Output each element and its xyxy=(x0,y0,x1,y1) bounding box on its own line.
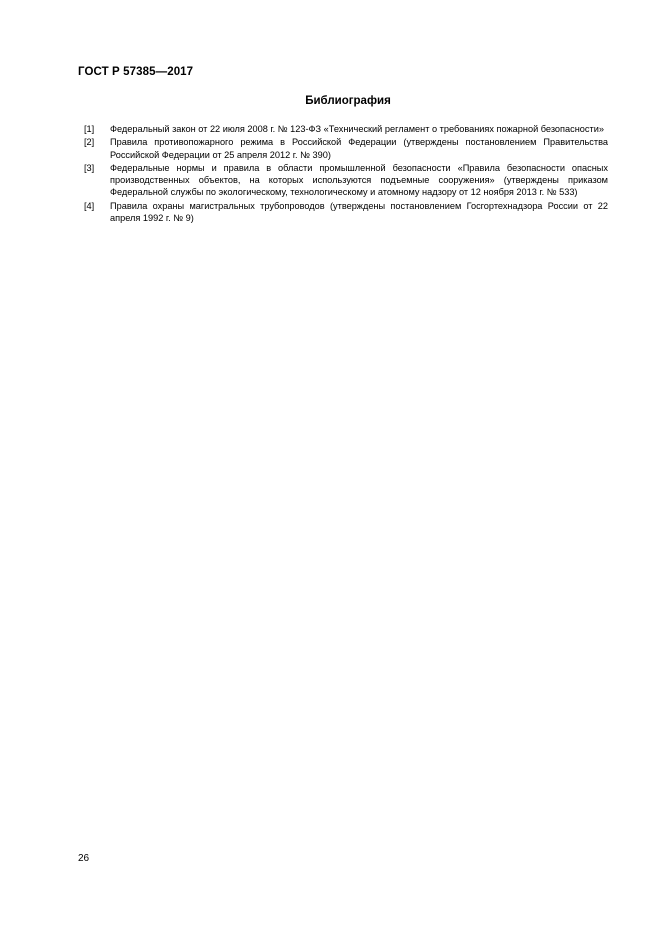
bibliography-item-text: Правила охраны магистральных трубопроводов (утверждены постановлением Госгортехнадзора России от 22 апреля 1992 г. № 9) xyxy=(110,200,608,224)
bibliography-item-text: Федеральный закон от 22 июля 2008 г. № 123-ФЗ «Технический регламент о требованиях пожарной безопасности» xyxy=(110,124,604,134)
bibliography-item-number: [1] xyxy=(84,124,95,134)
bibliography-item-number: [4] xyxy=(84,200,95,211)
bibliography-item-number: [3] xyxy=(84,162,95,173)
bibliography-item-text: Правила противопожарного режима в Российской Федерации (утверждены постановлением Правительства Российской Федерации от 25 апреля 2012 г. № 390) xyxy=(110,137,608,160)
bibliography-list xyxy=(84,123,608,225)
section-title: Библиография xyxy=(305,95,391,107)
document-code: ГОСТ Р 57385—2017 xyxy=(78,66,194,78)
section-title-wrapper xyxy=(0,95,661,107)
bibliography-item xyxy=(84,136,608,161)
bibliography-item xyxy=(84,162,608,199)
bibliography-item-number: [2] xyxy=(84,137,95,148)
page-number: 26 xyxy=(78,853,90,864)
bibliography-item xyxy=(84,123,608,135)
bibliography-item xyxy=(84,200,608,225)
bibliography-item-text: Федеральные нормы и правила в области промышленной безопасности «Правила безопасности опасных производственных объектов, на которых используются подъемные сооружения» (утверждены приказом Федеральной службы по экологическому, технологическому и атомному надзору от 12 ноября 2013 г. № 533) xyxy=(110,162,608,198)
